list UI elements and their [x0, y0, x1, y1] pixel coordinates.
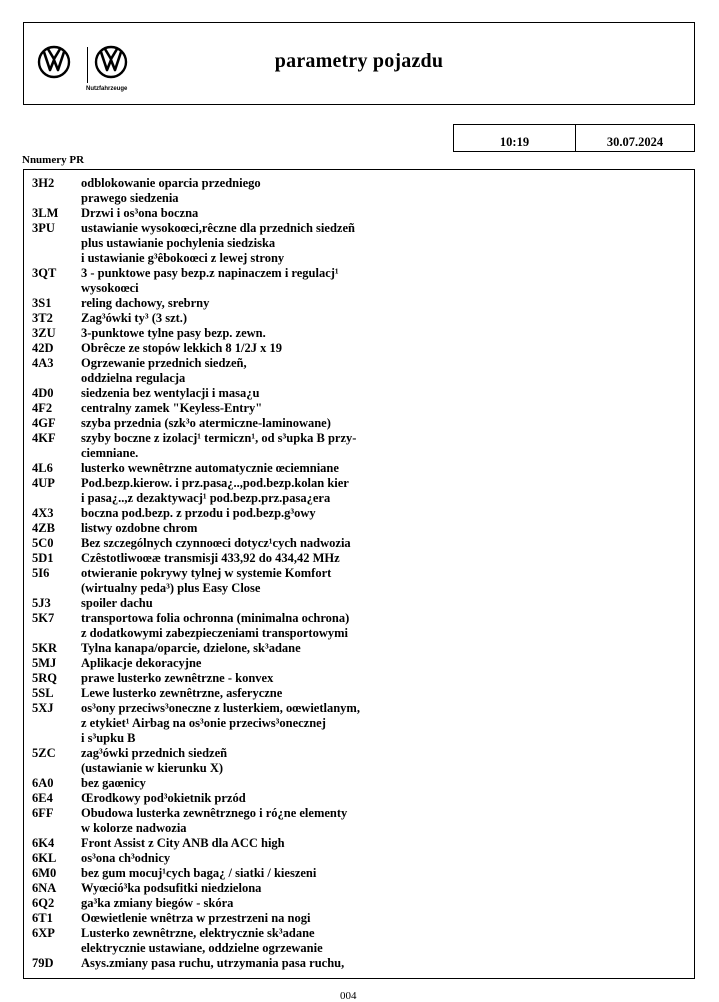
pr-description: Ogrzewanie przednich siedzeñ, [81, 356, 247, 370]
pr-code: 5K7 [32, 611, 55, 625]
header-box [23, 22, 695, 105]
list-item [24, 176, 694, 191]
pr-description: w kolorze nadwozia [81, 821, 187, 835]
list-item [24, 881, 694, 896]
pr-code: 42D [32, 341, 54, 355]
list-item [24, 341, 694, 356]
list-item [24, 461, 694, 476]
pr-description: szyby boczne z izolacj¹ termiczn¹, od s³upka B przy- [81, 431, 357, 445]
pr-code: 6E4 [32, 791, 53, 805]
pr-description: bez gaœnicy [81, 776, 146, 790]
pr-code: 6M0 [32, 866, 57, 880]
list-item [24, 401, 694, 416]
pr-description: Œrodkowy pod³okietnik przód [81, 791, 246, 805]
pr-description: otwieranie pokrywy tylnej w systemie Komfort [81, 566, 332, 580]
pr-description: reling dachowy, srebrny [81, 296, 210, 310]
pr-code [24, 491, 81, 506]
logo-caption: Nutzfahrzeuge [86, 86, 128, 92]
list-item [24, 416, 694, 431]
list-item-continuation [24, 941, 694, 956]
pr-description: Czêstotliwoœæ transmisji 433,92 do 434,42 MHz [81, 551, 340, 565]
pr-description: prawego siedzenia [81, 191, 179, 205]
list-item-continuation [24, 251, 694, 266]
pr-code [24, 716, 81, 731]
pr-code: 6K4 [32, 836, 55, 850]
footer-text: 004 [340, 990, 357, 1002]
date-value: 30.07.2024 [606, 135, 664, 149]
list-item [24, 791, 694, 806]
list-item [24, 566, 694, 581]
pr-description: ga³ka zmiany biegów - skóra [81, 896, 234, 910]
list-item [24, 326, 694, 341]
list-item [24, 551, 694, 566]
list-item [24, 686, 694, 701]
pr-code [24, 761, 81, 776]
pr-description: centralny zamek "Keyless-Entry" [81, 401, 263, 415]
pr-code: 4D0 [32, 386, 54, 400]
pr-code [24, 581, 81, 596]
pr-code: 3PU [32, 221, 55, 235]
pr-description: Lewe lusterko zewnêtrzne, asferyczne [81, 686, 283, 700]
pr-description: transportowa folia ochronna (minimalna ochrona) [81, 611, 350, 625]
pr-description: z etykiet¹ Airbag na os³onie przeciws³onecznej [81, 716, 326, 730]
list-item-continuation [24, 236, 694, 251]
pr-code: 5KR [32, 641, 57, 655]
pr-description: listwy ozdobne chrom [81, 521, 198, 535]
datetime-box [453, 124, 695, 152]
list-item [24, 206, 694, 221]
list-item-continuation [24, 581, 694, 596]
pr-description: elektrycznie ustawiane, oddzielne ogrzewanie [81, 941, 323, 955]
pr-code: 5XJ [32, 701, 54, 715]
pr-code [24, 281, 81, 296]
pr-description: os³ona ch³odnicy [81, 851, 171, 865]
pr-description: (wirtualny peda³) plus Easy Close [81, 581, 261, 595]
list-item [24, 866, 694, 881]
pr-description: Tylna kanapa/oparcie, dzielone, sk³adane [81, 641, 301, 655]
list-item-continuation [24, 716, 694, 731]
pr-code: 3T2 [32, 311, 53, 325]
pr-code [24, 251, 81, 266]
list-item [24, 641, 694, 656]
pr-code: 3LM [32, 206, 59, 220]
pr-code: 5RQ [32, 671, 57, 685]
pr-description: Pod.bezp.kierow. i prz.pasa¿..,pod.bezp.kolan kier [81, 476, 349, 490]
pr-code: 3H2 [32, 176, 55, 190]
list-item-continuation [24, 761, 694, 776]
list-item [24, 926, 694, 941]
list-item [24, 956, 694, 971]
list-item [24, 701, 694, 716]
pr-code [24, 446, 81, 461]
pr-code: 6Q2 [32, 896, 55, 910]
pr-description: Zag³ówki ty³ (3 szt.) [81, 311, 188, 325]
list-item [24, 596, 694, 611]
pr-description: Obudowa lusterka zewnêtrznego i ró¿ne elementy [81, 806, 348, 820]
pr-code: 79D [32, 956, 54, 970]
pr-code [24, 371, 81, 386]
pr-code: 4A3 [32, 356, 54, 370]
pr-code [24, 626, 81, 641]
pr-code [24, 941, 81, 956]
list-item [24, 776, 694, 791]
pr-code: 3ZU [32, 326, 56, 340]
pr-description: Lusterko zewnêtrzne, elektrycznie sk³adane [81, 926, 315, 940]
pr-description: i pasa¿..,z dezaktywacj¹ pod.bezp.prz.pasa¿era [81, 491, 331, 505]
list-item [24, 296, 694, 311]
list-item [24, 431, 694, 446]
list-item [24, 911, 694, 926]
list-item-continuation [24, 446, 694, 461]
pr-code: 6A0 [32, 776, 54, 790]
pr-description: Obrêcze ze stopów lekkich 8 1/2J x 19 [81, 341, 283, 355]
time-value: 10:19 [454, 125, 576, 151]
pr-description: oddzielna regulacja [81, 371, 186, 385]
list-item [24, 506, 694, 521]
pr-description: Oœwietlenie wnêtrza w przestrzeni na nogi [81, 911, 311, 925]
list-item-continuation [24, 626, 694, 641]
pr-code: 4L6 [32, 461, 53, 475]
pr-description: (ustawianie w kierunku X) [81, 761, 224, 775]
pr-code: 6FF [32, 806, 54, 820]
pr-description: Bez szczególnych czynnoœci dotycz¹cych nadwozia [81, 536, 351, 550]
pr-code: 5C0 [32, 536, 54, 550]
pr-description: boczna pod.bezp. z przodu i pod.bezp.g³owy [81, 506, 316, 520]
pr-code: 3QT [32, 266, 57, 280]
pr-code: 6NA [32, 881, 57, 895]
pr-code: 4KF [32, 431, 56, 445]
pr-description: Aplikacje dekoracyjne [81, 656, 202, 670]
pr-code: 4ZB [32, 521, 55, 535]
page-title: parametry pojazdu [274, 50, 444, 72]
list-item-continuation [24, 281, 694, 296]
section-label: Nnumery PR [22, 154, 85, 166]
pr-description: prawe lusterko zewnêtrzne - konvex [81, 671, 274, 685]
pr-description: z dodatkowymi zabezpieczeniami transportowymi [81, 626, 348, 640]
pr-description: odblokowanie oparcia przedniego [81, 176, 261, 190]
list-item [24, 671, 694, 686]
list-item-continuation [24, 491, 694, 506]
pr-code: 6XP [32, 926, 55, 940]
list-item [24, 896, 694, 911]
pr-description: ustawianie wysokoœci,rêczne dla przednich siedzeñ [81, 221, 355, 235]
pr-code [24, 191, 81, 206]
list-item-continuation [24, 371, 694, 386]
list-item-continuation [24, 731, 694, 746]
list-item [24, 656, 694, 671]
pr-code [24, 236, 81, 251]
pr-description: Front Assist z City ANB dla ACC high [81, 836, 285, 850]
pr-description: lusterko wewnêtrzne automatycznie œciemniane [81, 461, 339, 475]
pr-code: 5D1 [32, 551, 54, 565]
list-item [24, 221, 694, 236]
pr-description: plus ustawianie pochylenia siedziska [81, 236, 276, 250]
pr-description: os³ony przeciws³oneczne z lusterkiem, oœwietlanym, [81, 701, 360, 715]
pr-description: Wyœció³ka podsufitki niedzielona [81, 881, 262, 895]
list-item [24, 836, 694, 851]
pr-description: i ustawianie g³êbokoœci z lewej strony [81, 251, 285, 265]
pr-description: spoiler dachu [81, 596, 153, 610]
pr-code: 4GF [32, 416, 56, 430]
pr-description: bez gum mocuj¹cych baga¿ / siatki / kieszeni [81, 866, 317, 880]
list-item [24, 476, 694, 491]
list-item-continuation [24, 821, 694, 836]
list-item [24, 746, 694, 761]
pr-code: 6T1 [32, 911, 53, 925]
pr-description: ciemniane. [81, 446, 139, 460]
pr-code [24, 821, 81, 836]
pr-description: Asys.zmiany pasa ruchu, utrzymania pasa ruchu, [81, 956, 345, 970]
pr-code: 6KL [32, 851, 57, 865]
pr-code: 4X3 [32, 506, 54, 520]
pr-code: 3S1 [32, 296, 52, 310]
list-item [24, 311, 694, 326]
pr-description: szyba przednia (szk³o atermiczne-laminowane) [81, 416, 331, 430]
pr-code: 5J3 [32, 596, 51, 610]
pr-description: 3-punktowe tylne pasy bezp. zewn. [81, 326, 266, 340]
list-item [24, 806, 694, 821]
pr-description: i s³upku B [81, 731, 136, 745]
pr-code: 5SL [32, 686, 54, 700]
list-item [24, 611, 694, 626]
pr-code: 5ZC [32, 746, 56, 760]
list-item [24, 851, 694, 866]
pr-description: zag³ówki przednich siedzeñ [81, 746, 228, 760]
pr-description: Drzwi i os³ona boczna [81, 206, 199, 220]
list-item [24, 356, 694, 371]
pr-number-list [23, 169, 695, 979]
list-item [24, 266, 694, 281]
pr-code: 4F2 [32, 401, 53, 415]
pr-code [24, 731, 81, 746]
pr-code: 4UP [32, 476, 55, 490]
pr-code: 5MJ [32, 656, 57, 670]
pr-description: wysokoœci [81, 281, 139, 295]
list-item [24, 536, 694, 551]
pr-description: siedzenia bez wentylacji i masa¿u [81, 386, 260, 400]
pr-code: 5I6 [32, 566, 50, 580]
list-item-continuation [24, 191, 694, 206]
list-item [24, 521, 694, 536]
list-item [24, 386, 694, 401]
pr-description: 3 - punktowe pasy bezp.z napinaczem i regulacj¹ [81, 266, 339, 280]
